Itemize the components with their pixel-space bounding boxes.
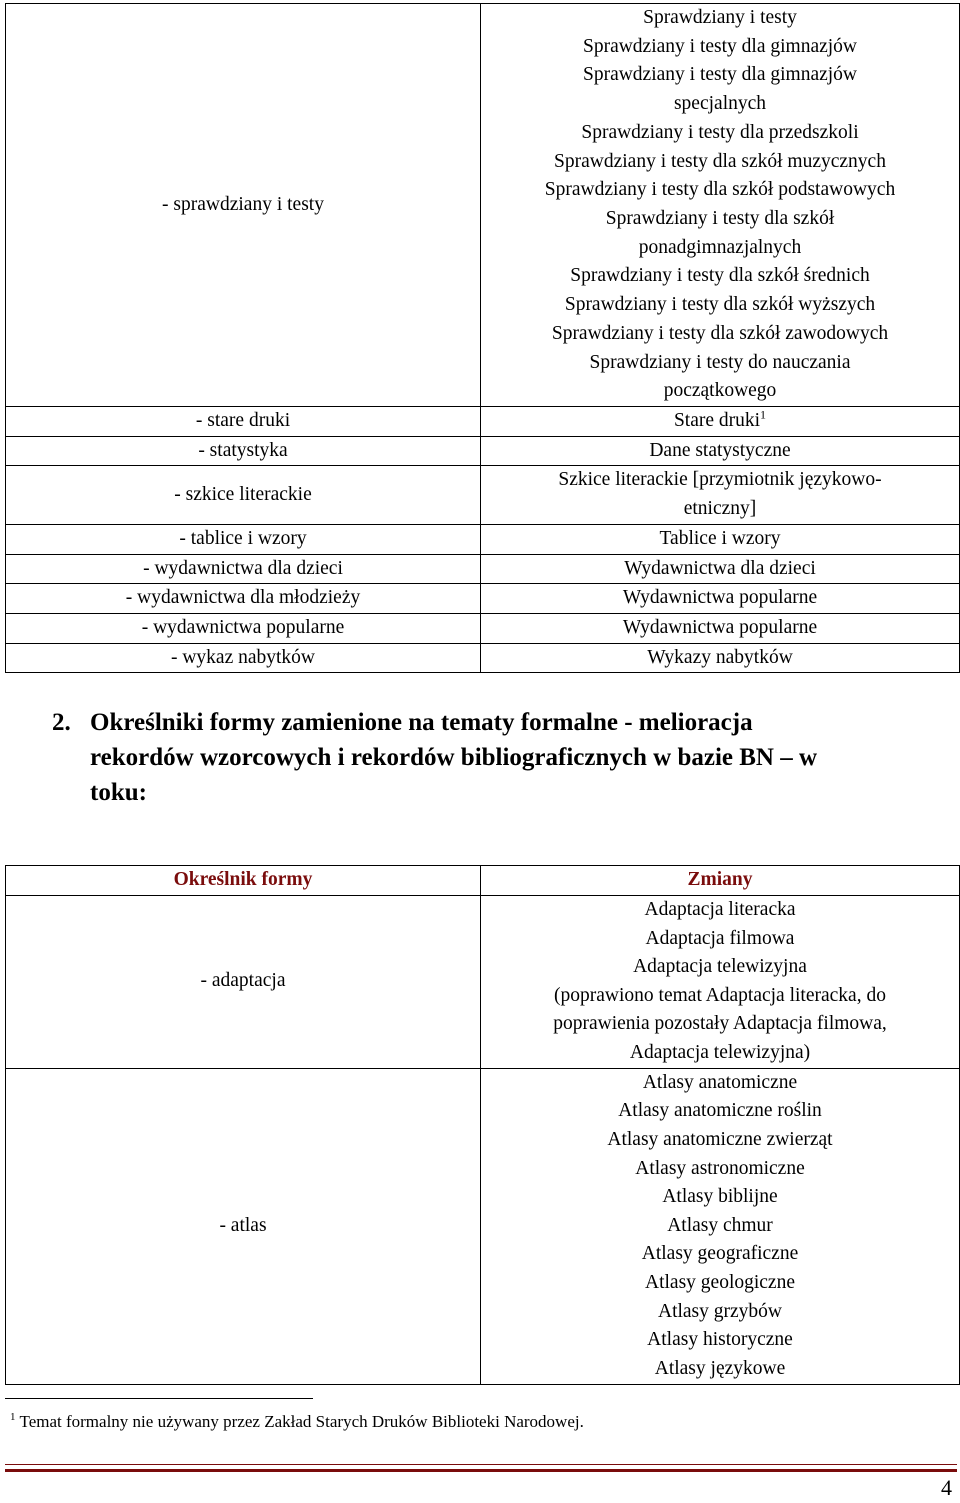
change-line: Stare druki [673,410,761,431]
footnote-text: Temat formalny nie używany przez Zakład Starych Druków Biblioteki Narodowej. [19,1412,584,1431]
footnote-separator [5,1398,313,1399]
change-line: Sprawdziany i testy dla szkół wyższych [564,294,876,316]
change-line: Sprawdziany i testy dla przedszkoli [581,121,859,143]
change-line: Atlasy anatomiczne zwierząt [607,1128,833,1150]
change-line: Adaptacja literacka [644,899,796,920]
changes-cell [481,896,960,1069]
changes-cell: Wydawnictwa dla dzieci [481,554,960,584]
changes-cell: Wydawnictwa popularne [481,584,960,614]
footnote-reference[interactable]: 1 [760,407,767,422]
change-line: ponadgimnazjalnych [638,236,802,258]
form-subdivisions-table [5,865,960,1385]
heading-line: Określniki formy zamienione na tematy formalne - melioracja [90,709,753,736]
term-cell: - statystyka [6,436,481,466]
footnote-mark: 1 [10,1411,16,1424]
change-line: (poprawiono temat Adaptacja literacka, do [554,984,886,1006]
column-header-changes: Zmiany [481,866,960,896]
table-row [6,436,960,466]
section-number: 2. [52,709,71,736]
section-heading [52,705,942,810]
change-line: Sprawdziany i testy dla szkół zawodowych [551,322,889,344]
term-cell: - wydawnictwa popularne [6,613,481,643]
table-row [6,584,960,614]
change-line: Sprawdziany i testy dla szkół podstawowych [544,179,896,201]
term-cell: - stare druki [6,407,481,437]
heading-line: toku: [90,779,147,806]
form-subdivisions-table-continued [5,3,960,673]
change-line: Sprawdziany i testy dla gimnazjów [582,64,858,86]
changes-cell [481,4,960,407]
changes-cell: Wykazy nabytków [481,643,960,673]
page-number: 4 [941,1475,952,1500]
change-line: Atlasy językowe [654,1357,786,1379]
change-line: Sprawdziany i testy [643,7,797,29]
change-line: Adaptacja telewizyjna) [629,1041,811,1063]
column-header-form-subdivision: Określnik formy [6,866,481,896]
changes-cell: Dane statystyczne [481,436,960,466]
table-row [6,643,960,673]
change-line: Sprawdziany i testy do nauczania [589,351,851,373]
change-line: etniczny] [683,498,757,520]
table-row [6,4,960,407]
change-line: Sprawdziany i testy dla gimnazjów [582,35,858,57]
change-line: Sprawdziany i testy dla szkół średnich [570,265,870,287]
term-cell: - wydawnictwa dla dzieci [6,554,481,584]
change-line: Szkice literackie [przymiotnik językowo- [558,469,882,491]
changes-cell [481,466,960,524]
term-cell: - szkice literackie [6,466,481,524]
table-header-row [6,866,960,896]
change-line: Sprawdziany i testy dla szkół muzycznych [554,150,886,172]
change-line: Adaptacja telewizyjna [633,956,807,978]
change-line: Atlasy grzybów [657,1300,783,1322]
term-cell: - atlas [6,1068,481,1384]
table-row [6,407,960,437]
change-line: Atlasy biblijne [662,1186,778,1208]
changes-cell: Tablice i wzory [481,524,960,554]
page-footer-rule-thick [5,1469,957,1472]
table-row [6,466,960,524]
term-cell: - adaptacja [6,896,481,1069]
change-line: Sprawdziany i testy dla szkół [605,208,835,229]
term-cell: - wykaz nabytków [6,643,481,673]
change-line: początkowego [663,380,777,402]
term-cell: - wydawnictwa dla młodzieży [6,584,481,614]
change-line: Atlasy chmur [667,1214,773,1236]
footnote [10,1410,584,1434]
heading-line: rekordów wzorcowych i rekordów bibliograficznych w bazie BN – w [90,744,818,771]
change-line: poprawienia pozostały Adaptacja filmowa, [553,1013,887,1035]
table-row [6,613,960,643]
changes-cell: Wydawnictwa popularne [481,613,960,643]
changes-cell [481,407,960,437]
change-line: Atlasy astronomiczne [635,1157,805,1179]
table-row [6,896,960,1069]
changes-cell [481,1068,960,1384]
table-row [6,524,960,554]
page-footer-rule [5,1464,957,1465]
change-line: Atlasy anatomiczne roślin [618,1100,822,1122]
change-line: Atlasy historyczne [647,1329,793,1351]
change-line: Atlasy geologiczne [645,1271,795,1293]
change-line: Adaptacja filmowa [645,927,795,949]
change-line: Atlasy geograficzne [641,1243,799,1265]
change-line: specjalnych [673,93,767,115]
change-line: Atlasy anatomiczne [642,1071,798,1093]
term-cell: - sprawdziany i testy [6,4,481,407]
table-row [6,1068,960,1384]
table-row [6,554,960,584]
term-cell: - tablice i wzory [6,524,481,554]
